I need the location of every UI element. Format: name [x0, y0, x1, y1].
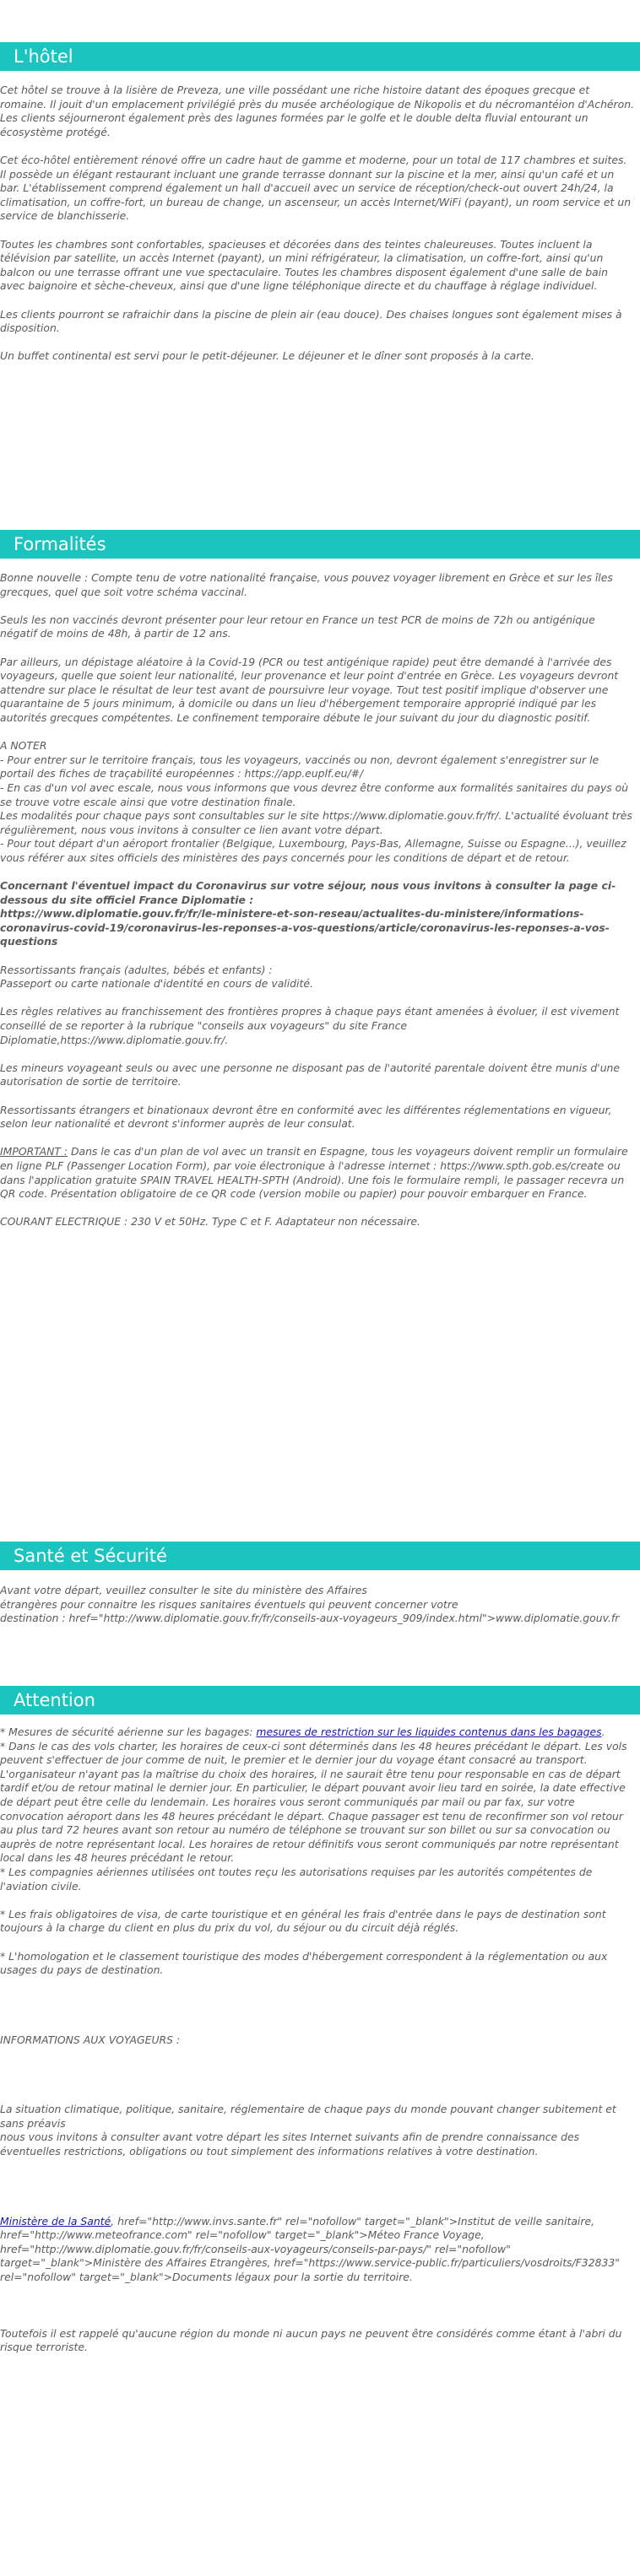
hotel-paragraph-3: Toutes les chambres sont confortables, spacieuses et décorées dans des teintes chaleureuses. Toutes incluent la télévision par satellite, un accès Internet (payant), un mini réfrigérateur, la climatisation, un coffre-fort, ainsi qu'un balcon ou une terrasse offrant une vue spectaculaire. Toutes les chambres disposent également d'une salle de bain avec baignoire et sèche-cheveux, ainsi que d'une ligne téléphonique directe et du chauffage à réglage individuel.	[0, 237, 611, 293]
sante-line-1: Avant votre départ, veuillez consulter le site du ministère des Affaires	[0, 1584, 367, 1596]
hotel-paragraph-4: Les clients pourront se rafraichir dans la piscine de plein air (eau douce). Des chaises longues sont également mises à disposition.	[0, 307, 626, 335]
sante-line-3: destination : href="http://www.diplomatie.gouv.fr/fr/conseils-aux-voyageurs_909/index.html">www.diplomatie.gouv.fr	[0, 1612, 620, 1625]
attention-paragraph-5: La situation climatique, politique, sanitaire, réglementaire de chaque pays du monde pouvant changer subitement et sans préavis nous vous invitons à consulter avant votre départ les sites Internet suivants afin de prendre connaissance des éventuelles restrictions, obligations ou tout simplement des informations relatives à votre destination.	[0, 2103, 616, 2158]
formalites-paragraph-9: Ressortissants étrangers et binationaux devront être en conformité avec les différentes réglementations en vigueur, selon leur nationalité et devront s'informer auprès de leur consulat.	[0, 1103, 616, 1131]
important-label: IMPORTANT :	[0, 1145, 68, 1158]
attention-bagages-prefix: * Mesures de sécurité aérienne sur les bagages:	[0, 1725, 257, 1738]
section-title-attention: Attention	[14, 1690, 95, 1710]
section-header-sante	[0, 1542, 640, 1570]
formalites-paragraph-7: Les règles relatives au franchissement des frontières propres à chaque pays étant amenées à évoluer, il est vivement conseillé de se reporter à la rubrique "conseils aux voyageurs" du site France Diplomatie,https://www.diplomatie.gouv.fr/.	[0, 1005, 623, 1046]
important-text: Dans le cas d'un plan de vol avec un transit en Espagne, tous les voyageurs doivent remplir un formulaire en ligne PLF (Passenger Location Form), par voie électronique à l'adresse internet : https://www.spth.gob.es/create ou dans l'application gratuite SPAIN TRAVEL HEALTH-SPTH (Android). Une fois le formulaire rempli, le passager recevra un QR code. Présentation obligatoire de ce QR code (version mobile ou papier) pour pouvoir embarquer en France.	[0, 1145, 632, 1201]
attention-links-text: , href="http://www.invs.sante.fr" rel="nofollow" target="_blank">Institut de veille sanitaire, href="http://www.meteofrance.com" rel="nofollow" target="_blank">Méteo France Voyage, href="http://www.diplomatie.gouv.fr/fr/conseils-aux-voyageurs/conseils-par-pays/" rel="nofollow" target="_blank">Ministère des Affaires Etrangères, href="https://www.service-public.fr/particuliers/vosdroits/F32833" rel="nofollow" target="_blank">Documents légaux pour la sortie du territoire.	[0, 2214, 623, 2284]
formalites-paragraph-3: Par ailleurs, un dépistage aléatoire à la Covid-19 (PCR ou test antigénique rapide) peut être demandé à l'arrivée des voyageurs, quelle que soient leur nationalité, leur provenance et leur point d'entrée en Grèce. Les voyageurs devront attendre sur place le résultat de leur test avant de poursuivre leur voyage. Tout test positif implique d'observer une quarantaine de 5 jours minimum, à domicile ou dans un lieu d'hébergement temporaire approprié indiqué par les autorités grecques compétentes. Le confinement temporaire débute le jour suivant du jour du diagnostic positif.	[0, 655, 622, 724]
section-title-formalites: Formalités	[14, 534, 106, 554]
section-header-formalites	[0, 530, 640, 559]
formalites-important	[0, 1145, 635, 1201]
section-header-hotel	[0, 42, 640, 71]
section-body-formalites	[0, 571, 635, 1244]
liquid-restriction-link[interactable]: mesures de restriction sur les liquides contenus dans les bagages	[256, 1725, 602, 1738]
formalites-paragraph-4: A NOTER - Pour entrer sur le territoire français, tous les voyageurs, vaccinés ou non, devront également s'enregistrer sur le portail des fiches de traçabilité européennes : https://app.euplf.eu/#/ - En cas d'un vol avec escale, nous vous informons que vous devrez être conforme aux formalités sanitaires du pays où se trouve votre escale ainsi que votre destination finale. Les modalités pour chaque pays sont consultables sur le site https://www.diplomatie.gouv.fr/fr/. L'actualité évoluant très régulièrement, nous vous invitons à consulter ce lien avant votre départ. - Pour tout départ d'un aéroport frontalier (Belgique, Luxembourg, Pays-Bas, Allemagne, Suisse ou Espagne...), veuillez vous référer aux sites officiels des ministères des pays concernés pour les conditions de départ et de retour.	[0, 739, 632, 864]
formalites-paragraph-8: Les mineurs voyageant seuls ou avec une personne ne disposant pas de l'autorité parentale doivent être munis d'une autorisation de sortie de territoire.	[0, 1061, 623, 1088]
formalites-coronavirus-notice: Concernant l'éventuel impact du Coronavirus sur votre séjour, nous vous invitons à consulter la page ci-dessous du site officiel France Diplomatie : https://www.diplomatie.gouv.fr/fr/le-ministere-et-son-reseau/actualites-du-ministere/informations-coronavirus-covid-19/coronavirus-les-reponses-a-vos-questions/article/coronavirus-les-reponses-a-vos-questions	[0, 879, 616, 948]
hotel-paragraph-5: Un buffet continental est servi pour le petit-déjeuner. Le déjeuner et le dîner sont proposés à la carte.	[0, 349, 534, 363]
formalites-paragraph-2: Seuls les non vaccinés devront présenter pour leur retour en France un test PCR de moins de 72h ou antigénique négatif de moins de 48h, à partir de 12 ans.	[0, 613, 599, 640]
sante-line-2: étrangères pour connaitre les risques sanitaires éventuels qui peuvent concerner votre	[0, 1597, 458, 1611]
hotel-paragraph-1: Cet hôtel se trouve à la lisière de Preveza, une ville possédant une riche histoire datant des époques grecque et romaine. Il jouit d'un emplacement privilégié près du musée archéologique de Nikopolis et du nécromantéion d'Achéron. Les clients séjourneront également près des lagunes formées par le golfe et le double delta fluvial entourant un écosystème protégé.	[0, 84, 637, 138]
section-header-attention	[0, 1686, 640, 1715]
attention-paragraph-4: INFORMATIONS AUX VOYAGEURS :	[0, 2033, 181, 2046]
section-body-attention	[0, 1725, 635, 2368]
attention-bagages-suffix: .	[601, 1725, 605, 1738]
section-body-sante	[0, 1584, 640, 1626]
formalites-paragraph-6: Ressortissants français (adultes, bébés et enfants) : Passeport ou carte nationale d'identité en cours de validité.	[0, 963, 313, 991]
attention-paragraph-1	[0, 1725, 635, 1740]
attention-paragraph-6	[0, 2215, 635, 2285]
formalites-electric-current: COURANT ELECTRIQUE : 230 V et 50Hz. Type C et F. Adaptateur non nécessaire.	[0, 1215, 420, 1229]
ministere-sante-link[interactable]: Ministère de la Santé	[0, 2214, 111, 2228]
hotel-paragraph-2: Cet éco-hôtel entièrement rénové offre un cadre haut de gamme et moderne, pour un total de 117 chambres et suites. Il possède un élégant restaurant incluant une grande terrasse donnant sur la piscine et la mer, ainsi qu'un café et un bar. L'établissement comprend également un hall d'accueil avec un service de réception/check-out ouvert 24h/24, la climatisation, un coffre-fort, un bureau de change, un ascenseur, un accès Internet/WiFi (payant), un room service et un service de blanchisserie.	[0, 153, 635, 223]
section-title-hotel: L'hôtel	[14, 46, 73, 67]
section-title-sante: Santé et Sécurité	[14, 1546, 167, 1566]
section-body-hotel	[0, 84, 635, 377]
attention-paragraph-7: Toutefois il est rappelé qu'aucune région du monde ni aucun pays ne peuvent être considérés comme étant à l'abri du risque terroriste.	[0, 2326, 626, 2354]
attention-paragraph-2: * Les frais obligatoires de visa, de carte touristique et en général les frais d'entrée dans le pays de destination sont toujours à la charge du client en plus du prix du vol, du séjour ou du circuit déjà réglés.	[0, 1907, 610, 1935]
attention-paragraph-1-rest: * Dans le cas des vols charter, les horaires de ceux-ci sont déterminés dans les 48 heures précédant le départ. Les vols peuvent s'effectuer de jour comme de nuit, le premier et le dernier jour du voyage étant consacré au transport. L'organisateur n'ayant pas la maîtrise du choix des horaires, il ne saurait être tenu pour responsable en cas de départ tardif et/ou de retour matinal le dernier jour. En particulier, le départ pouvant avoir lieu tard en soirée, la date effective de départ peut être celle du lendemain. Les horaires vous seront communiqués par mail ou par fax, sur votre convocation aéroport dans les 48 heures précédant le départ. Chaque passager est tenu de reconfirmer son vol retour au plus tard 72 heures avant son retour au numéro de téléphone se trouvant sur son billet ou sur sa convocation ou auprès de notre représentant local. Les horaires de retour définitifs vous seront communiqués par notre représentant local dans les 48 heures précédant le retour. * Les compagnies aériennes utilisées ont toutes reçu les autorisations requises par les autorités compétentes de l'aviation civile.	[0, 1739, 627, 1893]
formalites-paragraph-1: Bonne nouvelle : Compte tenu de votre nationalité française, vous pouvez voyager librement en Grèce et sur les îles grecques, quel que soit votre schéma vaccinal.	[0, 571, 616, 598]
attention-paragraph-3: * L'homologation et le classement touristique des modes d'hébergement correspondent à la réglementation ou aux usages du pays de destination.	[0, 1949, 611, 1977]
